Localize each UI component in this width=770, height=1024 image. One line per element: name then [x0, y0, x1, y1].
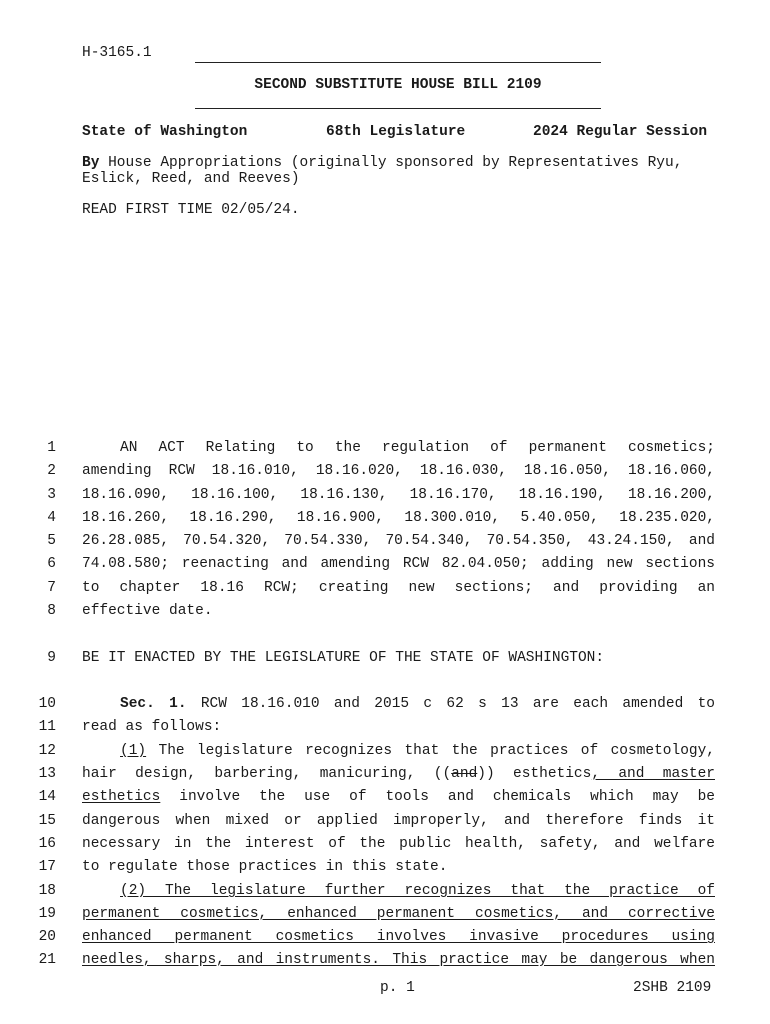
inserted-text: needles, sharps, and instruments. This practice may be dangerous when: [82, 952, 715, 968]
read-first-time: READ FIRST TIME 02/05/24.: [82, 202, 300, 218]
sponsor-line-1: [82, 155, 682, 171]
line-number: 8: [47, 603, 56, 619]
section-label: Sec. 1.: [120, 696, 187, 712]
bill-id: H-3165.1: [82, 45, 152, 61]
line-number: 17: [38, 859, 56, 875]
line-number: 1: [47, 440, 56, 456]
body-line-19: [82, 906, 715, 922]
body-line-20: [82, 929, 715, 945]
body-line-17: to regulate those practices in this state.: [82, 859, 448, 875]
line-number: 21: [38, 952, 56, 968]
bill-title: SECOND SUBSTITUTE HOUSE BILL 2109: [254, 77, 542, 93]
act-line-5: 26.28.085, 70.54.320, 70.54.330, 70.54.340, 70.54.350, 43.24.150, and: [82, 533, 715, 549]
body-line-15: dangerous when mixed or applied improperly, and therefore finds it: [82, 813, 715, 829]
line-number: 13: [38, 766, 56, 782]
line-number: 14: [38, 789, 56, 805]
section-1-heading-text: RCW 18.16.010 and 2015 c 62 s 13 are each amended to: [200, 696, 715, 712]
line-number: 11: [38, 719, 56, 735]
line-number: 19: [38, 906, 56, 922]
body-line-12: [82, 743, 715, 759]
title-rule-top: [195, 62, 601, 63]
act-line-1: AN ACT Relating to the regulation of permanent cosmetics;: [120, 440, 715, 456]
legislature: 68th Legislature: [326, 124, 466, 140]
act-line-2: amending RCW 18.16.010, 18.16.020, 18.16.030, 18.16.050, 18.16.060,: [82, 463, 715, 479]
act-line-3: 18.16.090, 18.16.100, 18.16.130, 18.16.170, 18.16.190, 18.16.200,: [82, 487, 715, 503]
body-line-11: read as follows:: [82, 719, 222, 735]
line-number: 18: [38, 883, 56, 899]
act-line-8: effective date.: [82, 603, 213, 619]
line-number: 2: [47, 463, 56, 479]
act-line-4: 18.16.260, 18.16.290, 18.16.900, 18.300.010, 5.40.050, 18.235.020,: [82, 510, 715, 526]
line-number: 3: [47, 487, 56, 503]
sponsor-line-2: Eslick, Reed, and Reeves): [82, 171, 300, 187]
body-line-14-text: involve the use of tools and chemicals which may be: [179, 789, 715, 805]
line-number: 9: [47, 650, 56, 666]
body-line-13-text-b: )) esthetics: [477, 766, 592, 782]
subsection-number-inserted: (1): [120, 743, 147, 759]
act-line-6: 74.08.580; reenacting and amending RCW 82.04.050; adding new sections: [82, 556, 715, 572]
line-number: 15: [38, 813, 56, 829]
body-line-14: [82, 789, 715, 805]
line-number: 7: [47, 580, 56, 596]
body-line-21: [82, 952, 715, 968]
body-line-18: [82, 883, 715, 899]
line-number: 16: [38, 836, 56, 852]
line-number: 20: [38, 929, 56, 945]
body-line-16: necessary in the interest of the public health, safety, and welfare: [82, 836, 715, 852]
inserted-text: permanent cosmetics, enhanced permanent cosmetics, and corrective: [82, 906, 715, 922]
body-line-13-text-a: hair design, barbering, manicuring, ((: [82, 766, 452, 782]
session: 2024 Regular Session: [533, 124, 708, 140]
title-rule-bottom: [195, 108, 601, 109]
line-number: 4: [47, 510, 56, 526]
page-number: p. 1: [380, 980, 415, 996]
body-line-13: [82, 766, 715, 782]
body-line-12-text: The legislature recognizes that the practices of cosmetology,: [158, 743, 716, 759]
line-number: 12: [38, 743, 56, 759]
inserted-text: enhanced permanent cosmetics involves invasive procedures using: [82, 929, 715, 945]
struck-text: and: [451, 766, 478, 782]
enacting-clause: BE IT ENACTED BY THE LEGISLATURE OF THE STATE OF WASHINGTON:: [82, 650, 605, 666]
sponsor-text-1: House Appropriations (originally sponsored by Representatives Ryu,: [108, 155, 683, 171]
inserted-text: , and master: [591, 766, 715, 782]
inserted-text: (2) The legislature further recognizes that the practice of: [120, 883, 715, 899]
act-line-7: to chapter 18.16 RCW; creating new sections; and providing an: [82, 580, 715, 596]
line-number: 6: [47, 556, 56, 572]
footer-bill-id: 2SHB 2109: [633, 980, 712, 996]
by-label: By: [82, 155, 100, 171]
inserted-text: esthetics: [82, 789, 161, 805]
line-number: 5: [47, 533, 56, 549]
section-1-heading: [82, 696, 715, 712]
state-name: State of Washington: [82, 124, 248, 140]
line-number: 10: [38, 696, 56, 712]
